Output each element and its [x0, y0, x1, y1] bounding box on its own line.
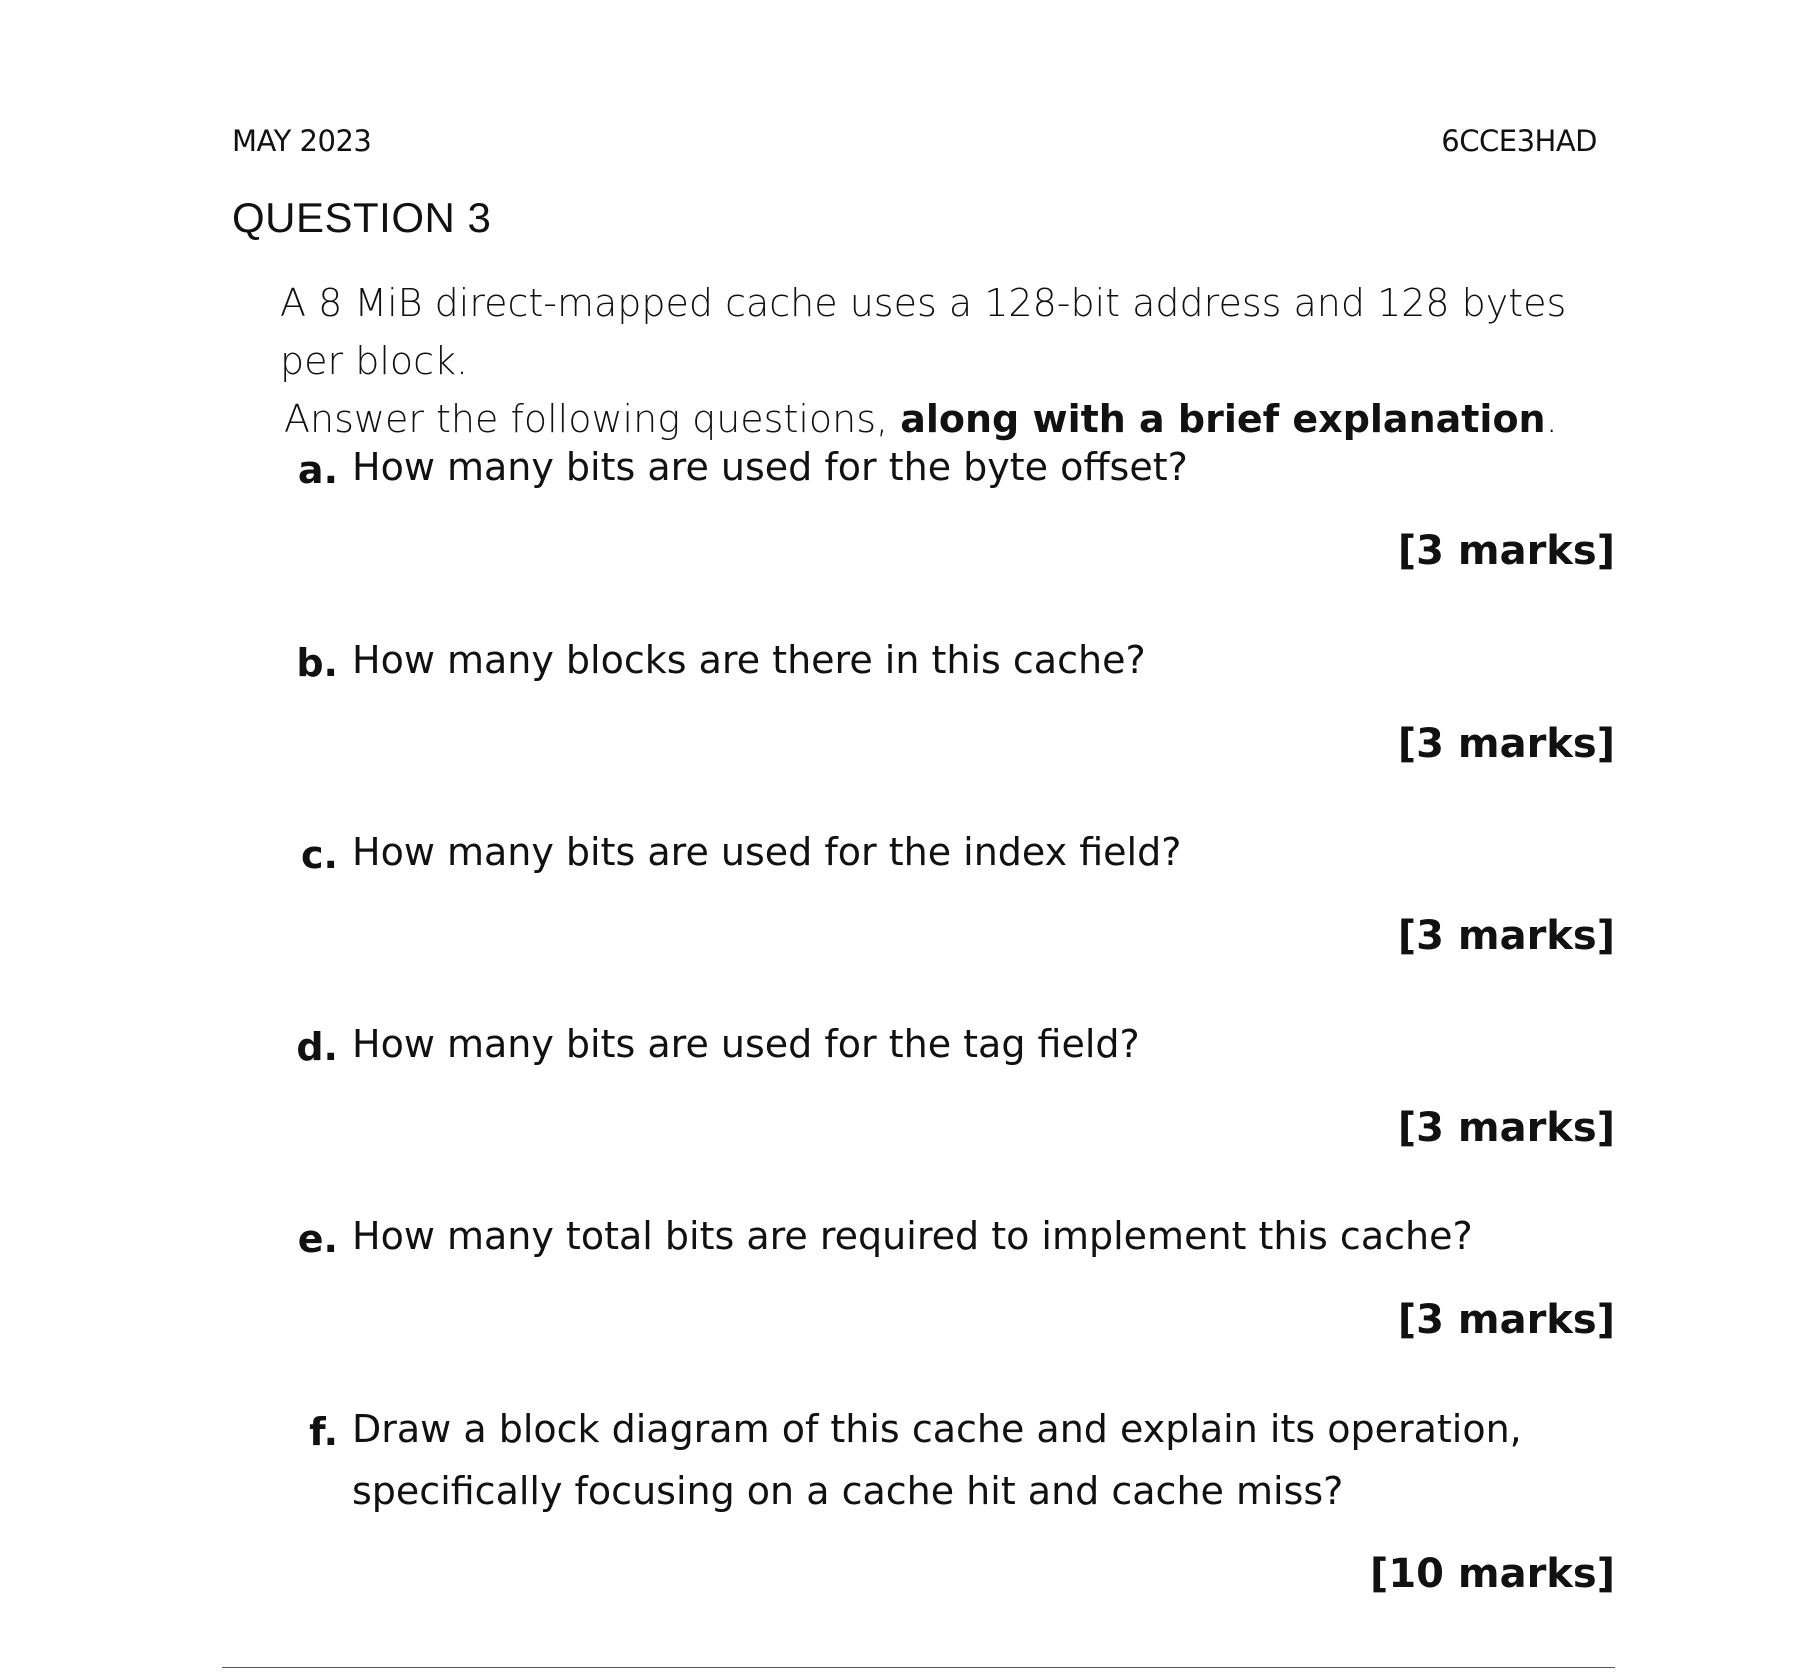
part-text: How many blocks are there in this cache?: [352, 638, 1146, 682]
part-text: How many total bits are required to implement this cache?: [352, 1214, 1473, 1258]
exam-date: MAY 2023: [232, 124, 372, 158]
part-label: a.: [297, 448, 338, 492]
intro-emphasis: along with a brief explanation: [900, 397, 1546, 441]
part-f-marks: [10 marks]: [1370, 1551, 1615, 1597]
part-c-marks: [3 marks]: [1397, 913, 1615, 959]
page-footer-rule: [222, 1667, 1615, 1668]
part-label: e.: [297, 1217, 338, 1261]
part-d-marks: [3 marks]: [1397, 1105, 1615, 1151]
module-code: 6CCE3HAD: [1441, 124, 1597, 158]
part-text: How many bits are used for the tag field?: [352, 1022, 1140, 1066]
part-label: d.: [296, 1025, 338, 1069]
part-label: f.: [309, 1410, 338, 1454]
part-e-marks: [3 marks]: [1397, 1297, 1615, 1343]
question-intro: [280, 274, 1620, 448]
part-label: b.: [296, 641, 338, 685]
intro-line-1: A 8 MiB direct-mapped cache uses a 128-bit address and 128 bytes per block.: [280, 281, 1567, 383]
part-text: How many bits are used for the byte offset?: [352, 445, 1188, 489]
question-title: QUESTION 3: [232, 194, 492, 241]
part-b-marks: [3 marks]: [1397, 721, 1615, 767]
intro-instruction: Answer the following questions,: [284, 397, 901, 441]
intro-period: .: [1545, 397, 1558, 441]
part-text: Draw a block diagram of this cache and explain its operation, specifically focusing on a cache hit and cache miss?: [352, 1407, 1522, 1513]
part-label: c.: [301, 833, 338, 877]
part-text: How many bits are used for the index field?: [352, 830, 1182, 874]
part-a-marks: [3 marks]: [1397, 528, 1615, 574]
